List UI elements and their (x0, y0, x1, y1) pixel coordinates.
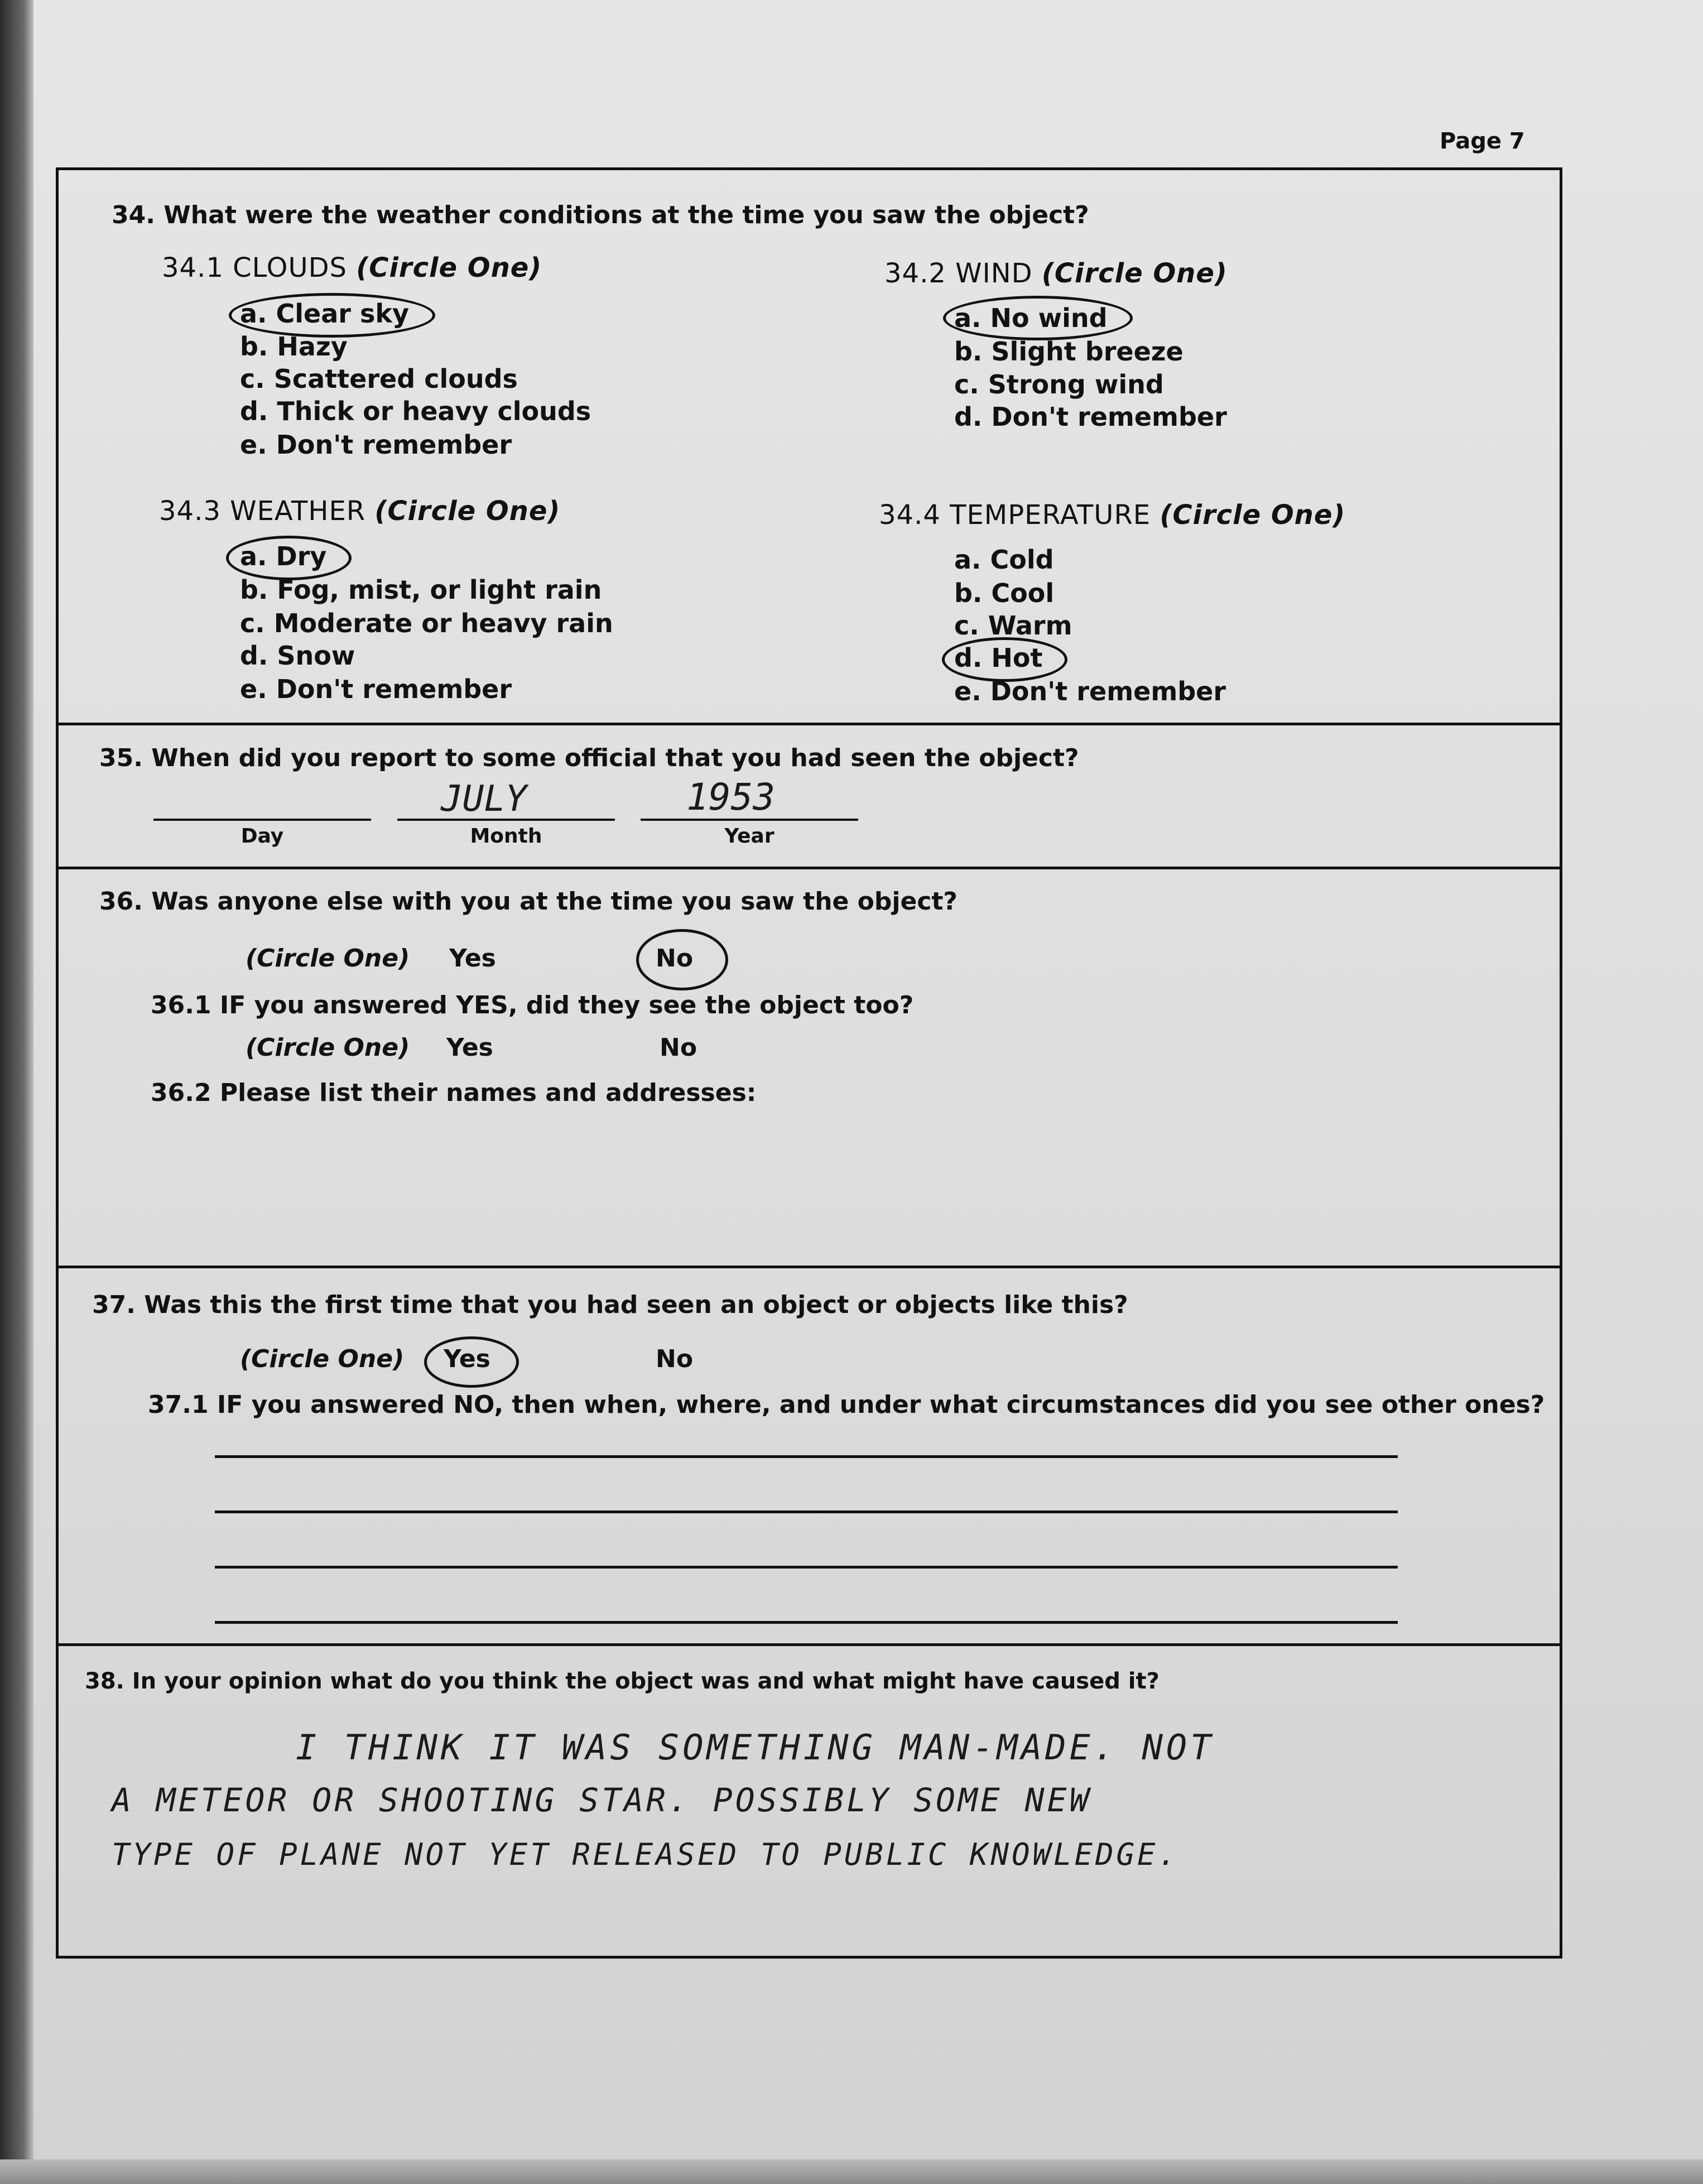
year-value[interactable]: 1953 (686, 776, 775, 819)
clouds-option-b[interactable]: b. Hazy (240, 331, 348, 362)
q36-1-instruction: (Circle One) (246, 1033, 410, 1062)
question-34: 34. What were the weather conditions at the time you saw the object? (112, 201, 1089, 229)
question-36-1: 36.1 IF you answered YES, did they see the object too? (151, 991, 914, 1019)
q37-instruction: (Circle One) (240, 1345, 405, 1373)
wind-option-c[interactable]: c. Strong wind (954, 369, 1164, 400)
handwritten-answer-line-3[interactable]: TYPE OF PLANE NOT YET RELEASED TO PUBLIC KNOWLEDGE. (112, 1837, 1180, 1872)
wind-title: 34.2 WIND (Circle One) (884, 258, 1228, 289)
temperature-option-e[interactable]: e. Don't remember (954, 676, 1226, 706)
clouds-title: 34.1 CLOUDS (Circle One) (162, 252, 542, 283)
q37-no[interactable]: No (656, 1345, 694, 1373)
answer-line-3[interactable] (215, 1566, 1398, 1569)
wind-option-a[interactable]: a. No wind (954, 303, 1108, 333)
weather-option-e[interactable]: e. Don't remember (240, 674, 512, 704)
q37-selected-circle (424, 1336, 519, 1388)
wind-selected-circle (943, 296, 1133, 340)
answer-line-2[interactable] (215, 1510, 1398, 1513)
q36-selected-circle (636, 929, 728, 990)
scan-edge-left (0, 0, 33, 2184)
day-caption: Day (240, 825, 284, 848)
weather-option-a[interactable]: a. Dry (240, 541, 327, 571)
day-line (153, 819, 371, 821)
q36-1-yes[interactable]: Yes (446, 1033, 493, 1062)
temperature-option-b[interactable]: b. Cool (954, 578, 1055, 608)
weather-option-c[interactable]: c. Moderate or heavy rain (240, 608, 613, 638)
weather-selected-circle (226, 536, 352, 580)
temperature-option-d[interactable]: d. Hot (954, 643, 1043, 673)
weather-option-b[interactable]: b. Fog, mist, or light rain (240, 575, 602, 605)
question-38: 38. In your opinion what do you think the object was and what might have caused it? (85, 1668, 1160, 1694)
question-35: 35. When did you report to some official that you had seen the object? (99, 744, 1079, 772)
answer-line-1[interactable] (215, 1455, 1398, 1458)
scan-edge-bottom (0, 2159, 1703, 2184)
q37-yes[interactable]: Yes (444, 1345, 490, 1373)
temperature-option-c[interactable]: c. Warm (954, 610, 1072, 641)
clouds-option-d[interactable]: d. Thick or heavy clouds (240, 396, 591, 426)
q36-1-no[interactable]: No (660, 1033, 697, 1062)
clouds-option-e[interactable]: e. Don't remember (240, 430, 512, 460)
year-line (641, 819, 858, 821)
temperature-option-a[interactable]: a. Cold (954, 545, 1054, 575)
weather-title: 34.3 WEATHER (Circle One) (159, 496, 561, 527)
q36-no[interactable]: No (656, 944, 694, 973)
clouds-selected-circle (229, 293, 435, 338)
wind-option-b[interactable]: b. Slight breeze (954, 336, 1184, 367)
wind-option-d[interactable]: d. Don't remember (954, 402, 1227, 432)
question-36: 36. Was anyone else with you at the time you saw the object? (99, 887, 958, 916)
q36-instruction: (Circle One) (246, 944, 410, 973)
divider-34-35 (56, 723, 1562, 725)
page-number: Page 7 (1440, 128, 1525, 154)
divider-36-37 (56, 1266, 1562, 1268)
year-caption: Year (724, 825, 774, 848)
weather-option-d[interactable]: d. Snow (240, 641, 355, 671)
handwritten-answer-line-1[interactable]: I THINK IT WAS SOMETHING MAN-MADE. NOT (296, 1727, 1215, 1768)
question-36-2: 36.2 Please list their names and addresses: (151, 1079, 757, 1107)
handwritten-answer-line-2[interactable]: A METEOR OR SHOOTING STAR. POSSIBLY SOME NEW (112, 1781, 1092, 1819)
question-37-1: 37.1 IF you answered NO, then when, where, and under what circumstances did you see other ones? (148, 1391, 1545, 1419)
q36-yes[interactable]: Yes (449, 944, 496, 973)
divider-37-38 (56, 1643, 1562, 1646)
month-value[interactable]: JULY (441, 778, 527, 820)
clouds-option-c[interactable]: c. Scattered clouds (240, 364, 518, 394)
temperature-selected-circle (942, 637, 1067, 682)
question-37: 37. Was this the first time that you had seen an object or objects like this? (92, 1291, 1128, 1319)
clouds-option-a[interactable]: a. Clear sky (240, 299, 409, 329)
divider-35-36 (56, 867, 1562, 869)
month-caption: Month (470, 825, 542, 848)
temperature-title: 34.4 TEMPERATURE (Circle One) (879, 499, 1346, 531)
answer-line-4[interactable] (215, 1621, 1398, 1624)
